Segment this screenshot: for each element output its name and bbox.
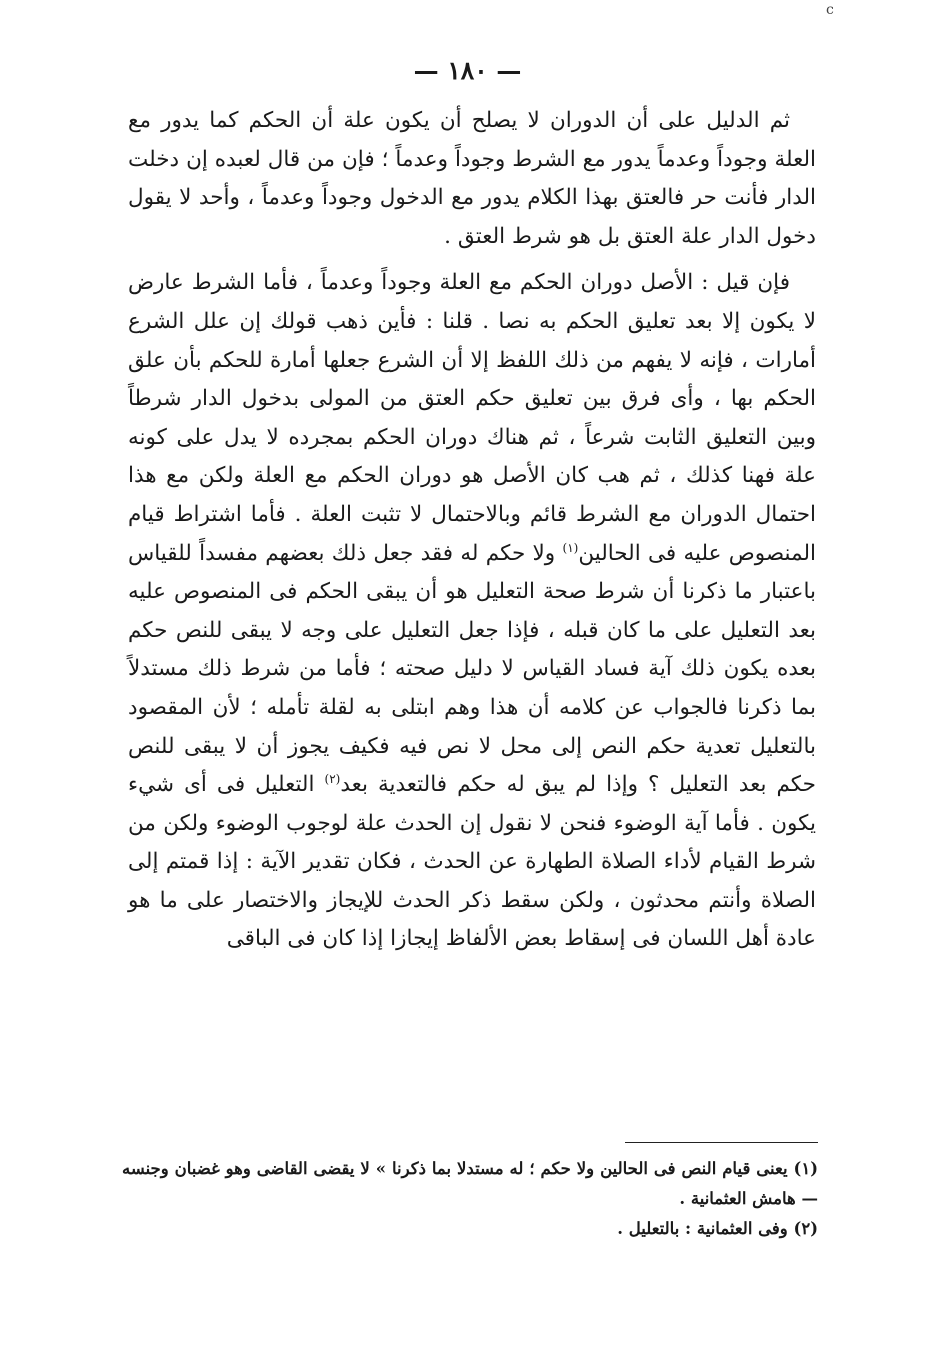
footnote-ref-2[interactable]: (٢) xyxy=(324,771,341,786)
footnote-2: (٢) وفى العثمانية : بالتعليل . xyxy=(617,1219,818,1238)
paragraph-1: ثم الدليل على أن الدوران لا يصلح أن يكون علة أن الحكم كما يدور مع العلة وجوداً وعدماً يدور مع الشرط وجوداً وعدماً ؛ فإن من قال لعبده إن دخلت الدار فأنت حر فالعتق بهذا الكلام يدور مع الدخول وجوداً وعدماً ، وأحد لا يقول دخول الدار علة العتق بل هو شرط العتق . xyxy=(128,108,816,249)
footnote-ref-1[interactable]: (١) xyxy=(562,540,579,555)
paragraph-2-part-3: التعليل فى أى شيء يكون . فأما آية الوضوء فنحن لا نقول إن الحدث علة لوجوب الوضوء ولكن من شرط القيام لأداء الصلاة الطهارة عن الحدث ، فكان تقدير الآية : إذا قمتم إلى الصلاة وأنتم محدثون ، ولكن سقط ذكر الحدث للإيجاز والاختصار على ما هو عادة أهل اللسان فى إسقاط بعض الألفاظ إيجازا إذا كان فى الباقى xyxy=(128,772,816,952)
footnote-1: (١) يعنى قيام النص فى الحالين ولا حكم ؛ له مستدلا بما ذكرنا » لا يقضى القاضى وهو غضبان وجنسه — هامش العثمانية . xyxy=(122,1159,818,1208)
main-text xyxy=(128,102,816,959)
paragraph-2-part-2: ولا حكم له فقد جعل ذلك بعضهم مفسداً للقياس باعتبار ما ذكرنا أن شرط صحة التعليل هو أن يبقى الحكم فى المنصوص عليه بعد التعليل على ما كان قبله ، فإذا جعل التعليل على وجه لا يبقى للنص حكم بعده يكون ذلك آية فساد القياس لا دليل صحته ؛ فأما من شرط ذلك مستدلاً بما ذكرنا فالجواب عن كلامه أن هذا وهم ابتلى به لقلة تأمله ؛ لأن المقصود بالتعليل تعدية حكم النص إلى محل لا نص فيه فكيف يجوز أن لا يبقى للنص حكم بعد التعليل ؟ وإذا لم يبق له حكم فالتعدية بعد xyxy=(128,540,816,798)
page-number: — ١٨٠ — xyxy=(413,56,522,85)
footnote-divider xyxy=(625,1142,818,1143)
paragraph-2 xyxy=(128,264,816,959)
paragraph-2-part-1: فإن قيل : الأصل دوران الحكم مع العلة وجوداً وعدماً ، فأما الشرط عارض لا يكون إلا بعد تعليق الحكم به نصا . قلنا : فأين ذهب قولك إن علل الشرع أمارات ، فإنه لا يفهم من ذلك اللفظ إلا أن الشرع جعلها أمارة للحكم بأن علق الحكم بها ، وأى فرق بين تعليق حكم العتق من المولى بدخول الدار شرطاً وبين التعليق الثابت شرعاً ، ثم هناك دوران الحكم بمجرده لا يدل على كونه علة فهنا كذلك ، ثم هب كان الأصل هو دوران الحكم مع العلة ولكن مع هذا احتمال الدوران مع الشرط قائم وبالاحتمال لا تثبت العلة . فأما اشتراط قيام المنصوص عليه فى الحالين xyxy=(128,270,816,566)
corner-mark: c xyxy=(826,2,834,18)
footnotes xyxy=(122,1154,818,1244)
